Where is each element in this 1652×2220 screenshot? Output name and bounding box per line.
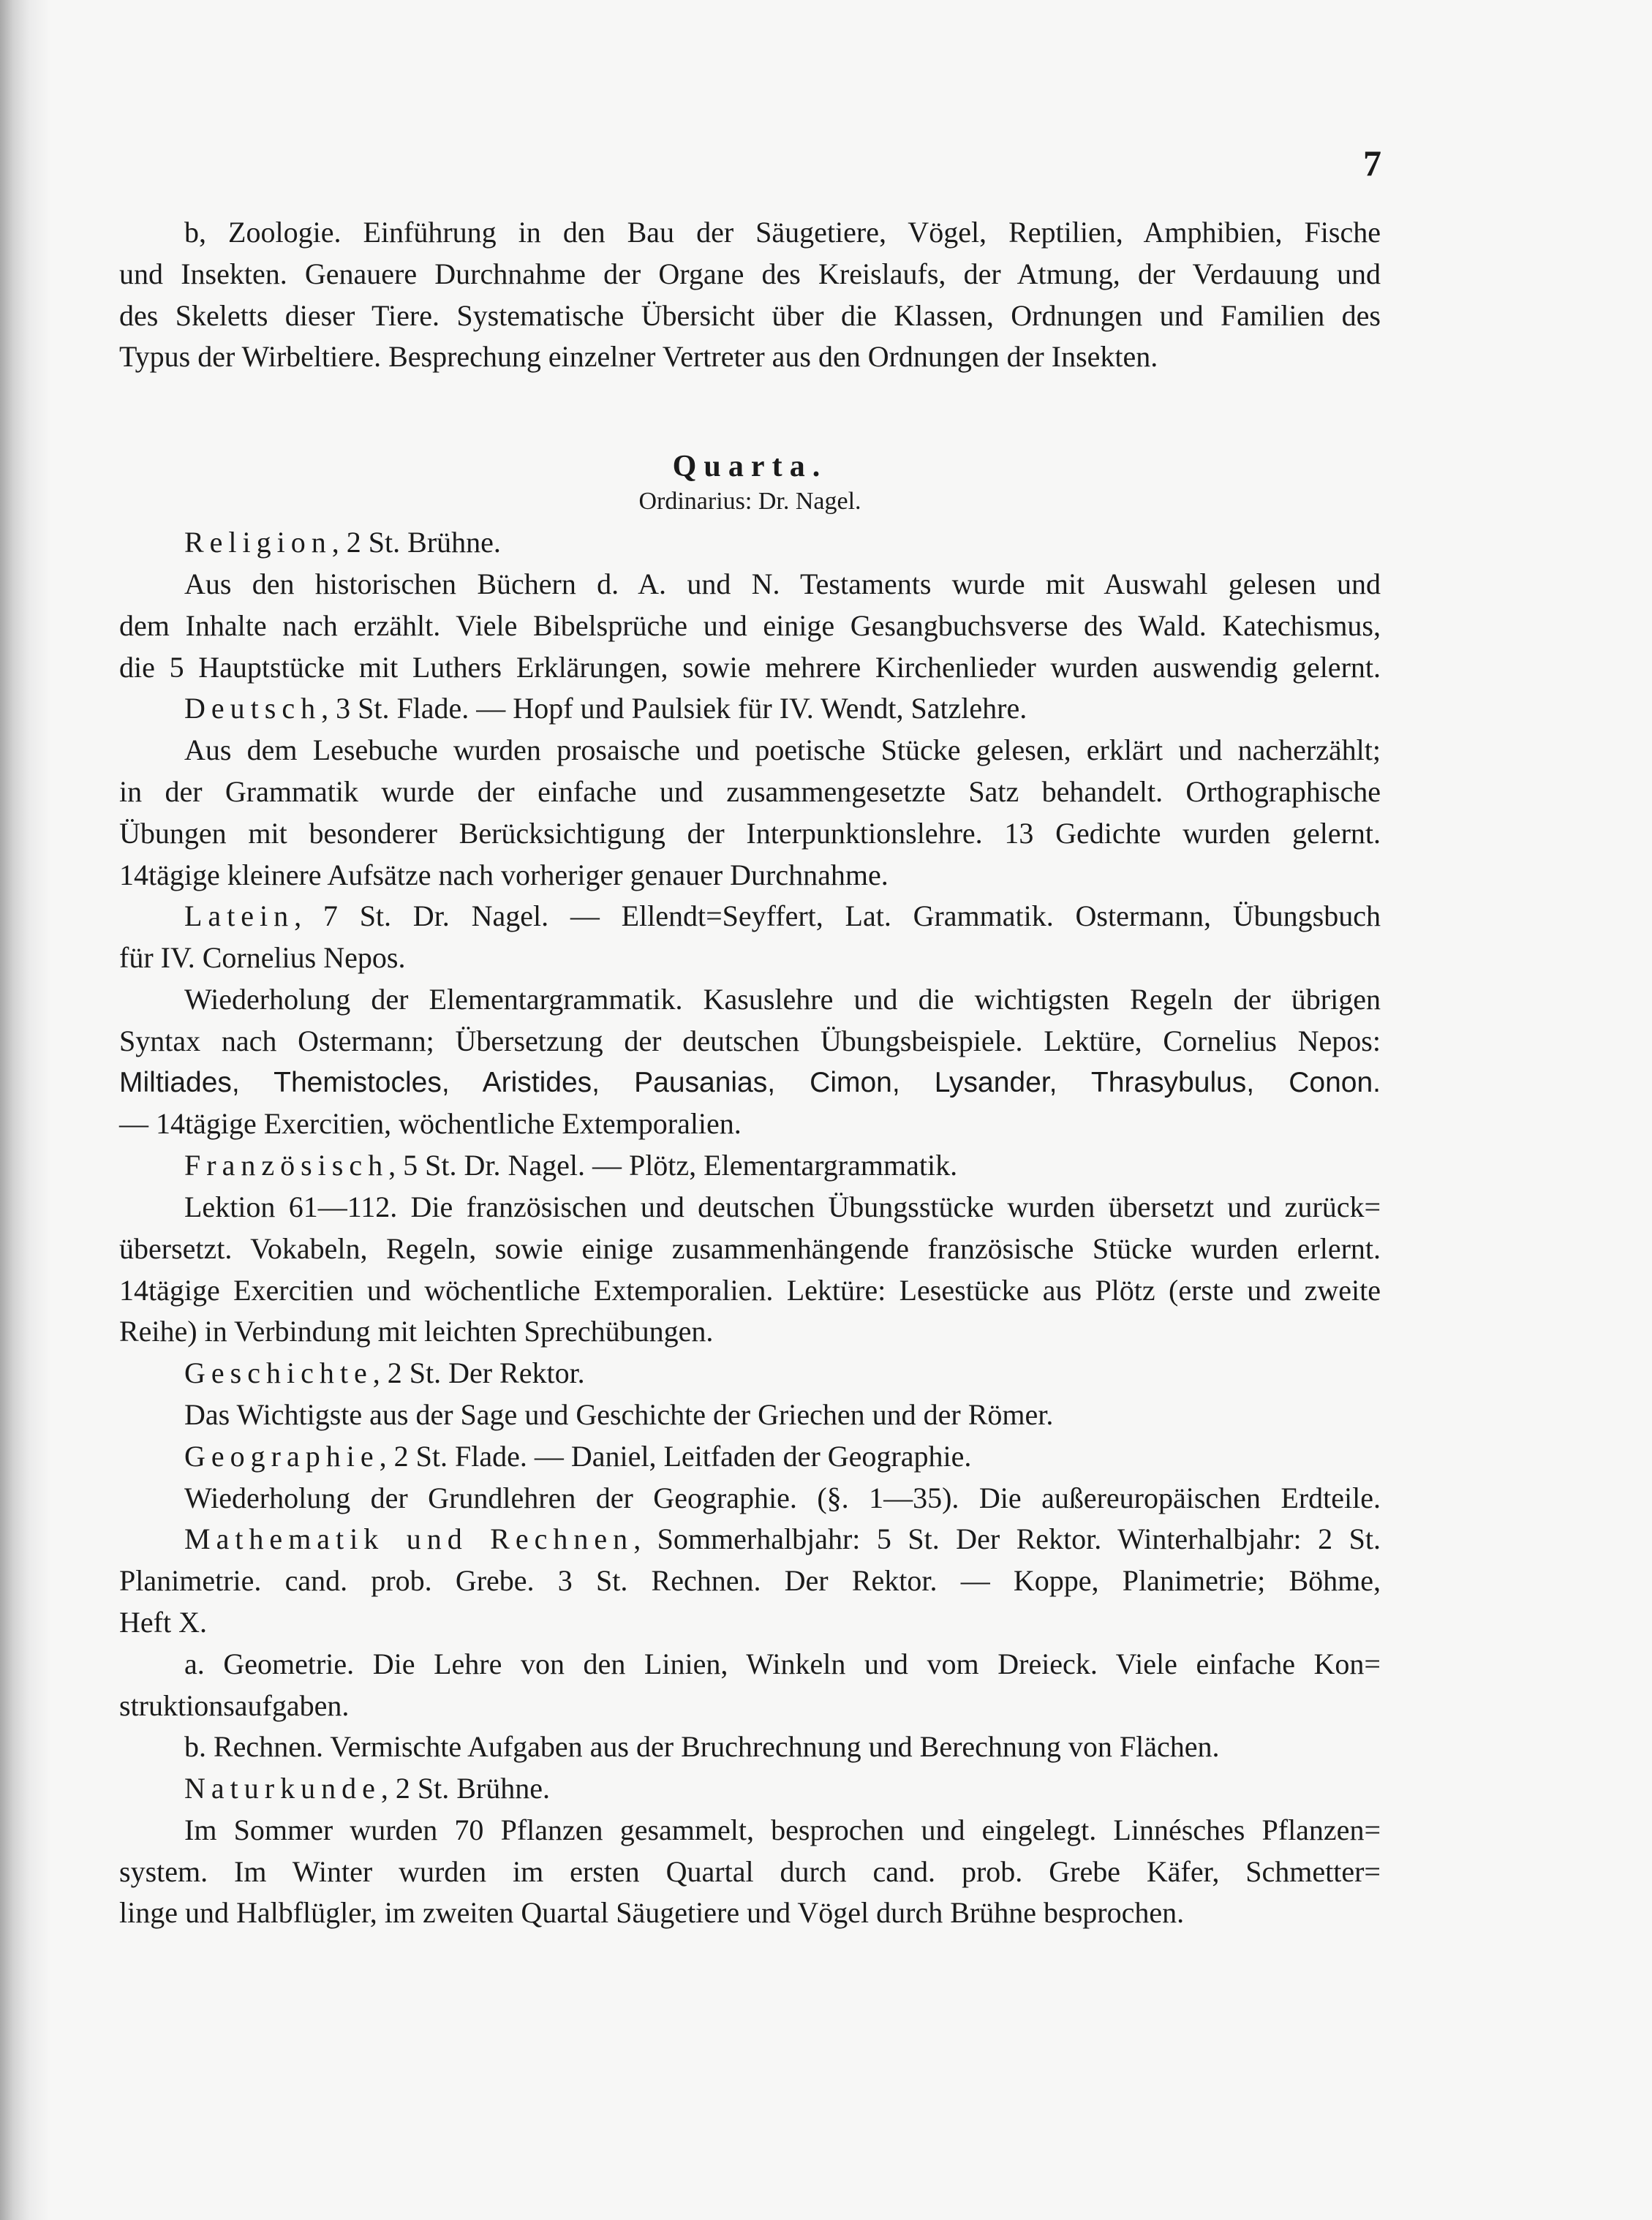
subject-info: , 2 St. Brühne. (331, 526, 501, 559)
scan-page-edge (0, 0, 51, 2220)
subject-name: Religion (184, 526, 332, 559)
subject-naturkunde (119, 1768, 1381, 1934)
subject-name: Deutsch (184, 692, 322, 725)
subject-heading (119, 1145, 1381, 1187)
text-line: Typus der Wirbeltiere. Besprechung einzelner Vertreter aus den Ordnungen der Insekten. (119, 340, 1158, 374)
subject-info-continued: für IV. Cornelius Nepos. (119, 941, 406, 975)
page-number: 7 (1363, 143, 1381, 184)
text-line: struktionsaufgaben. (119, 1688, 350, 1722)
text-line: in der Grammatik wurde der einfache und zusammengesetzte Satz behandelt. Orthographische (119, 774, 1381, 808)
text-line: Syntax nach Ostermann; Übersetzung der deutschen Übungsbeispiele. Lektüre, Cornelius Nepos: (119, 1024, 1381, 1057)
text-line: — 14tägige Exercitien, wöchentliche Extemporalien. (119, 1107, 742, 1141)
subject-deutsch (119, 688, 1381, 896)
subject-geographie (119, 1436, 1381, 1519)
text-line: a. Geometrie. Die Lehre von den Linien, Winkeln und vom Dreieck. Viele einfache Kon= (184, 1647, 1381, 1680)
text-line: und Insekten. Genauere Durchnahme der Organe des Kreislaufs, der Atmung, der Verdauung und (119, 257, 1381, 290)
text-line: system. Im Winter wurden im ersten Quartal durch cand. prob. Grebe Käfer, Schmetter= (119, 1854, 1381, 1888)
text-line: 14tägige kleinere Aufsätze nach vorheriger genauer Durchnahme. (119, 858, 889, 891)
subject-heading (119, 1436, 1381, 1478)
subject-heading (119, 688, 1381, 730)
text-line: b. Rechnen. Vermischte Aufgaben aus der Bruchrechnung und Berechnung von Flächen. (184, 1730, 1220, 1764)
subject-name: Geschichte (184, 1356, 373, 1390)
subject-heading (119, 522, 1381, 564)
text-line: linge und Halbflügler, im zweiten Quartal Säugetiere und Vögel durch Brühne besprochen. (119, 1896, 1185, 1930)
text-line: Aus den historischen Büchern d. A. und N. Testaments wurde mit Auswahl gelesen und (184, 567, 1381, 600)
text-line: Übungen mit besonderer Berücksichtigung der Interpunktionslehre. 13 Gedichte wurden gelernt. (119, 816, 1381, 850)
text-line: die 5 Hauptstücke mit Luthers Erklärungen, sowie mehrere Kirchenlieder wurden auswendig gelernt. (119, 650, 1381, 684)
class-ordinarius: Ordinarius: Dr. Nagel. (638, 488, 861, 516)
text-line: 14tägige Exercitien und wöchentliche Extemporalien. Lektüre: Lesestücke aus Plötz (erste und zweite (119, 1273, 1381, 1307)
subject-info-continued: Heft X. (119, 1605, 207, 1639)
class-title: Quarta. (672, 450, 828, 484)
subject-heading (119, 1353, 1381, 1394)
subject-name: Geographie (184, 1439, 380, 1473)
subject-religion (119, 522, 1381, 688)
zoologie-section (119, 212, 1381, 378)
text-line: Wiederholung der Elementargrammatik. Kasuslehre und die wichtigsten Regeln der übrigen (184, 982, 1381, 1016)
subject-info: , 2 St. Flade. — Daniel, Leitfaden der Geographie. (379, 1439, 972, 1473)
text-line: Das Wichtigste aus der Sage und Geschichte der Griechen und der Römer. (184, 1397, 1054, 1431)
text-line: b, Zoologie. Einführung in den Bau der Säugetiere, Vögel, Reptilien, Amphibien, Fische (184, 216, 1381, 249)
text-line: Im Sommer wurden 70 Pflanzen gesammelt, besprochen und eingelegt. Linnésches Pflanzen= (184, 1813, 1381, 1846)
text-line: Reihe) in Verbindung mit leichten Sprechübungen. (119, 1315, 714, 1348)
text-line: Aus dem Lesebuche wurden prosaische und poetische Stücke gelesen, erklärt und nacherzählt; (184, 733, 1381, 767)
subject-latein (119, 896, 1381, 1145)
text-line: des Skeletts dieser Tiere. Systematische Übersicht über die Klassen, Ordnungen und Familien des (119, 298, 1381, 332)
page-body (119, 212, 1381, 1934)
subject-name: Latein (184, 899, 295, 933)
text-line: übersetzt. Vokabeln, Regeln, sowie einige zusammenhängende französische Stücke wurden erlernt. (119, 1231, 1381, 1265)
subject-info: , Sommerhalbjahr: 5 St. Der Rektor. Winterhalbjahr: 2 St. (633, 1522, 1381, 1556)
subject-info: , 7 St. Dr. Nagel. — Ellendt=Seyffert, Lat. Grammatik. Ostermann, Übungsbuch (294, 899, 1381, 933)
subject-heading (119, 896, 1381, 937)
text-line: Lektion 61—112. Die französischen und deutschen Übungsstücke wurden übersetzt und zurück= (184, 1190, 1381, 1223)
subject-heading (119, 1768, 1381, 1810)
subject-heading (119, 1519, 1381, 1560)
text-line: dem Inhalte nach erzählt. Viele Bibelsprüche und einige Gesangbuchsverse des Wald. Katechismus, (119, 608, 1381, 642)
subject-mathematik (119, 1519, 1381, 1768)
subject-info: , 2 St. Der Rektor. (372, 1356, 585, 1390)
text-line-roman: Miltiades, Themistocles, Aristides, Pausanias, Cimon, Lysander, Thrasybulus, Conon. (119, 1066, 1381, 1098)
subject-geschichte (119, 1353, 1381, 1436)
subject-info-continued: Planimetrie. cand. prob. Grebe. 3 St. Rechnen. Der Rektor. — Koppe, Planimetrie; Böhme, (119, 1564, 1381, 1598)
subject-name: Naturkunde (184, 1772, 381, 1805)
subject-info: , 3 St. Flade. — Hopf und Paulsiek für IV. Wendt, Satzlehre. (321, 692, 1027, 725)
subject-name: Französisch (184, 1149, 389, 1182)
subject-info: , 2 St. Brühne. (380, 1772, 550, 1805)
subject-franzoesisch (119, 1145, 1381, 1353)
subject-info: , 5 St. Dr. Nagel. — Plötz, Elementargrammatik. (388, 1149, 958, 1182)
text-line: Wiederholung der Grundlehren der Geographie. (§. 1—35). Die außereuropäischen Erdteile. (184, 1481, 1381, 1514)
subject-name: Mathematik und Rechnen (184, 1522, 634, 1556)
